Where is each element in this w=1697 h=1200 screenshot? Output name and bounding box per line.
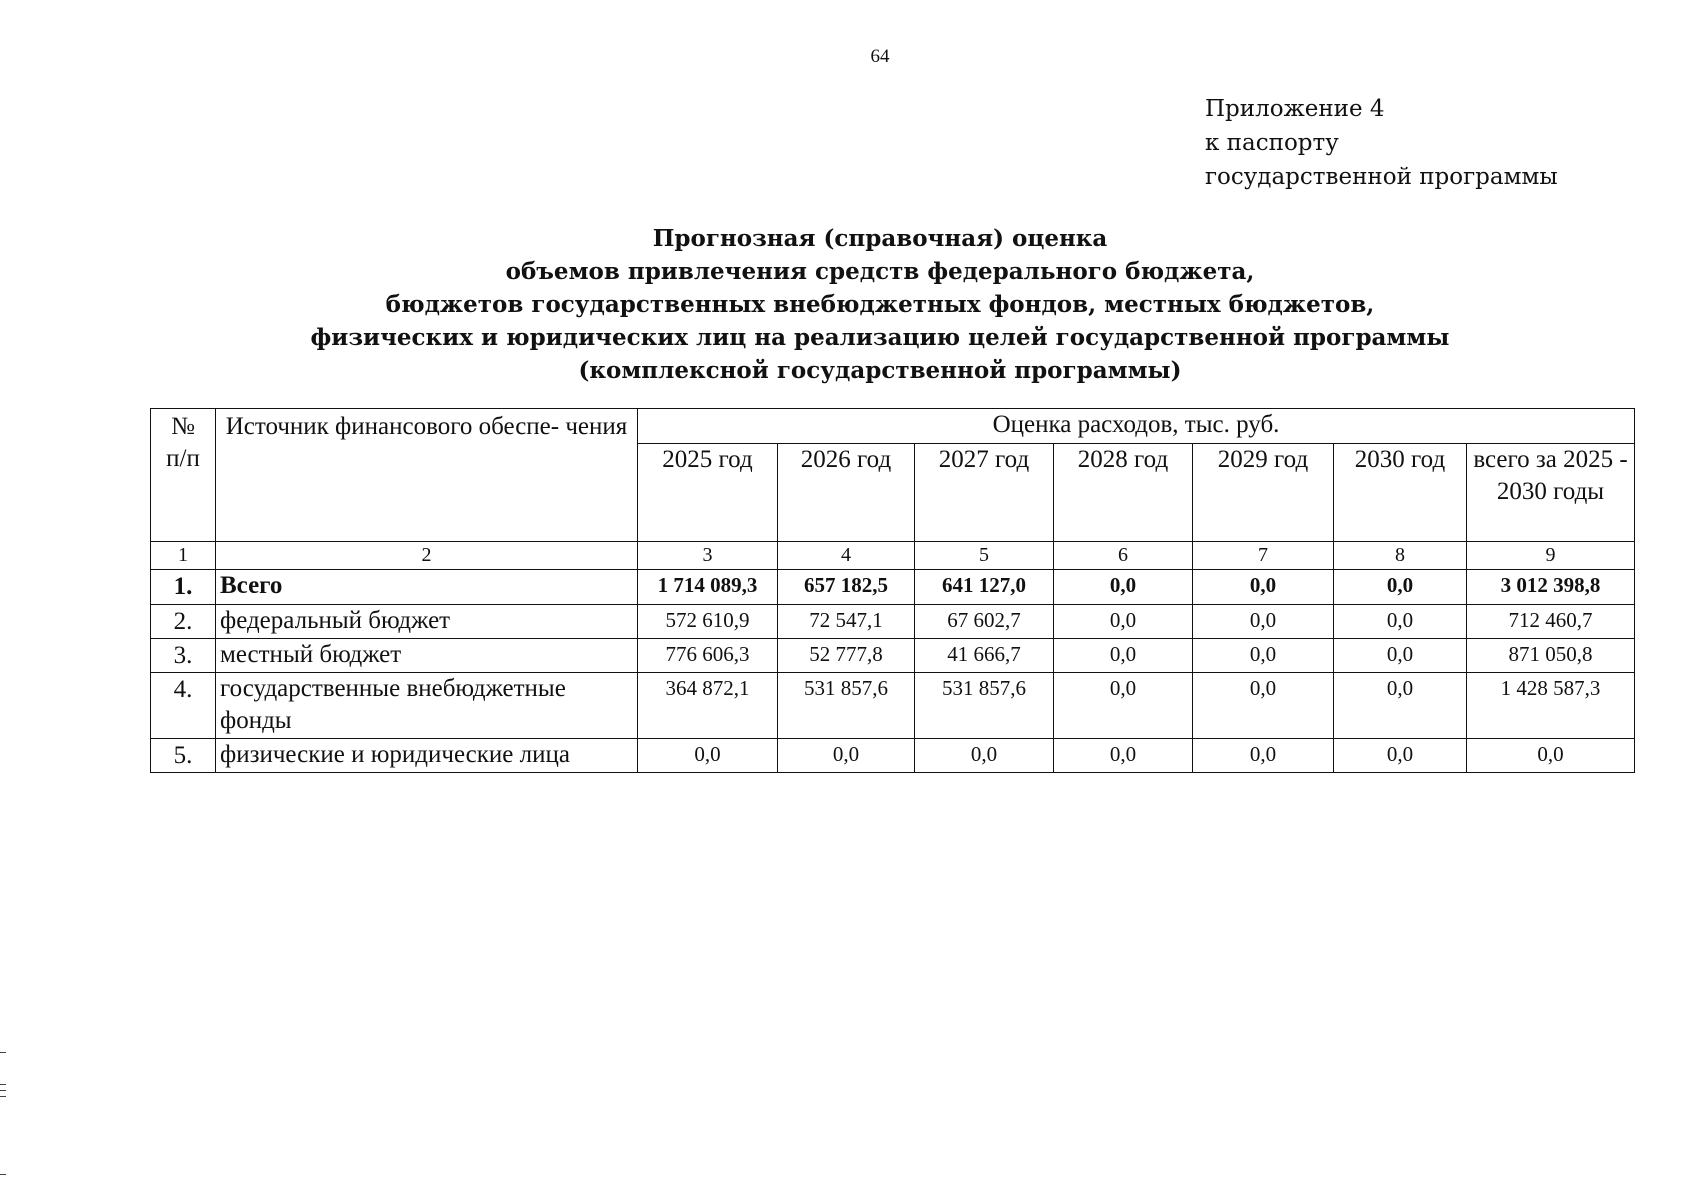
header-year-2030: 2030 год [1334,444,1467,542]
header-total: всего за 2025 - 2030 годы [1467,444,1635,542]
table-row [151,739,1635,773]
row-source: федеральный бюджет [216,605,638,639]
cell-2028: 0,0 [1054,739,1193,773]
cell-2028: 0,0 [1054,673,1193,739]
scan-mark [0,1052,6,1053]
row-number: 2. [151,605,216,639]
column-number: 3 [638,542,778,570]
cell-2025: 776 606,3 [638,639,778,673]
table-row [151,605,1635,639]
row-number: 1. [151,570,216,605]
cell-2029: 0,0 [1193,639,1334,673]
cell-total: 3 012 398,8 [1467,570,1635,605]
row-number: 3. [151,639,216,673]
row-number: 5. [151,739,216,773]
cell-2025: 364 872,1 [638,673,778,739]
header-year-2028: 2028 год [1054,444,1193,542]
column-number: 9 [1467,542,1635,570]
cell-2029: 0,0 [1193,739,1334,773]
header-source: Источник финансового обеспе- чения [216,409,638,542]
title-line-1: Прогнозная (справочная) оценка [652,225,1108,252]
scan-mark [0,1090,6,1091]
cell-2026: 72 547,1 [778,605,915,639]
cell-2025: 0,0 [638,739,778,773]
column-numbers-row [151,542,1635,570]
cell-2028: 0,0 [1054,605,1193,639]
cell-2027: 531 857,6 [915,673,1054,739]
column-number: 8 [1334,542,1467,570]
cell-2026: 531 857,6 [778,673,915,739]
cell-2026: 0,0 [778,739,915,773]
row-source: физические и юридические лица [216,739,638,773]
page-number: 64 [870,46,890,67]
header-year-2026: 2026 год [778,444,915,542]
column-number: 4 [778,542,915,570]
cell-2030: 0,0 [1334,673,1467,739]
cell-2030: 0,0 [1334,570,1467,605]
cell-2030: 0,0 [1334,639,1467,673]
cell-2026: 657 182,5 [778,570,915,605]
table-row-total [151,570,1635,605]
scan-mark [0,1096,6,1097]
cell-2030: 0,0 [1334,739,1467,773]
header-expense-estimate: Оценка расходов, тыс. руб. [638,409,1635,444]
column-number: 7 [1193,542,1334,570]
cell-2028: 0,0 [1054,570,1193,605]
title-line-4: физических и юридических лиц на реализацию целей государственной программы [310,324,1450,351]
cell-2027: 641 127,0 [915,570,1054,605]
cell-2029: 0,0 [1193,673,1334,739]
cell-2029: 0,0 [1193,605,1334,639]
cell-2026: 52 777,8 [778,639,915,673]
cell-2028: 0,0 [1054,639,1193,673]
appendix-line-1: Приложение 4 [1205,96,1385,122]
cell-total: 0,0 [1467,739,1635,773]
cell-2027: 0,0 [915,739,1054,773]
column-number: 1 [151,542,216,570]
appendix-line-3: государственной программы [1205,164,1558,190]
financing-table [150,408,1635,773]
header-year-2025: 2025 год [638,444,778,542]
appendix-note [1205,92,1558,194]
column-number: 5 [915,542,1054,570]
scan-mark [0,1174,6,1175]
column-number: 2 [216,542,638,570]
column-number: 6 [1054,542,1193,570]
row-number: 4. [151,673,216,739]
cell-2025: 1 714 089,3 [638,570,778,605]
table-row [151,673,1635,739]
header-year-2027: 2027 год [915,444,1054,542]
cell-total: 712 460,7 [1467,605,1635,639]
cell-total: 1 428 587,3 [1467,673,1635,739]
header-year-2029: 2029 год [1193,444,1334,542]
document-title [150,222,1610,387]
title-line-3: бюджетов государственных внебюджетных фондов, местных бюджетов, [385,291,1375,318]
cell-total: 871 050,8 [1467,639,1635,673]
cell-2027: 41 666,7 [915,639,1054,673]
title-line-2: объемов привлечения средств федерального бюджета, [505,258,1255,285]
row-source: Всего [216,570,638,605]
appendix-line-2: к паспорту [1205,130,1339,156]
row-source: местный бюджет [216,639,638,673]
cell-2025: 572 610,9 [638,605,778,639]
cell-2027: 67 602,7 [915,605,1054,639]
cell-2030: 0,0 [1334,605,1467,639]
table-row [151,639,1635,673]
header-number: № п/п [151,409,216,542]
row-source: государственные внебюджетные фонды [216,673,638,739]
cell-2029: 0,0 [1193,570,1334,605]
title-line-5: (комплексной государственной программы) [578,357,1182,384]
scan-mark [0,1084,6,1085]
